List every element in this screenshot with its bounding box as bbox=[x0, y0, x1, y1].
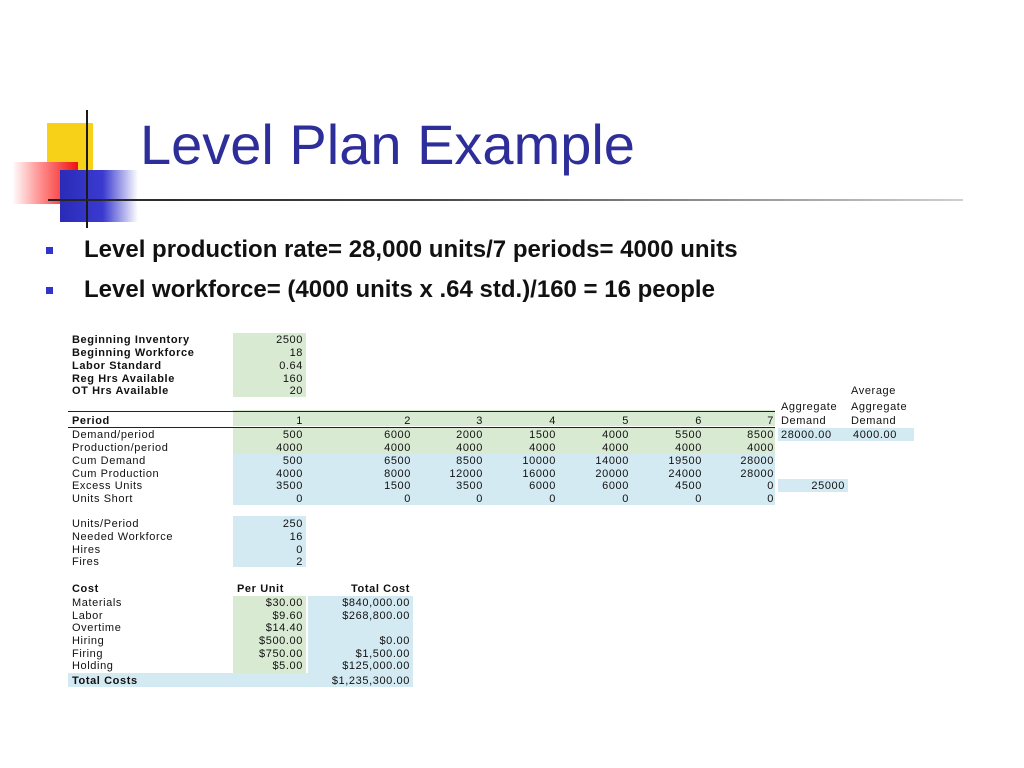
period-header-label: Period bbox=[72, 415, 110, 427]
param-label: OT Hrs Available bbox=[72, 385, 169, 397]
table-cell: 28000 bbox=[740, 468, 774, 480]
cost-label: Materials bbox=[72, 597, 123, 609]
row-label: Units Short bbox=[72, 493, 134, 505]
agg-header: Aggregate bbox=[781, 401, 838, 413]
period-number: 3 bbox=[476, 415, 483, 427]
table-cell: 4000 bbox=[675, 442, 702, 454]
table-cell: 4000 bbox=[529, 442, 556, 454]
table-cell: 4000 bbox=[747, 442, 774, 454]
period-number: 4 bbox=[549, 415, 556, 427]
param-label: Labor Standard bbox=[72, 360, 162, 372]
workforce-label: Units/Period bbox=[72, 518, 140, 530]
table-cell: 4000 bbox=[456, 442, 483, 454]
workforce-value: 250 bbox=[282, 518, 303, 530]
table-cell: 4000 bbox=[602, 442, 629, 454]
table-cell: 4500 bbox=[675, 480, 702, 492]
param-value: 20 bbox=[289, 385, 303, 397]
average-demand-value: 4000.00 bbox=[853, 429, 897, 441]
row-label: Cum Demand bbox=[72, 455, 146, 467]
table-cell: 6500 bbox=[384, 455, 411, 467]
avg-header: Demand bbox=[851, 415, 897, 427]
table-cell: 14000 bbox=[595, 455, 629, 467]
table-cell: 19500 bbox=[668, 455, 702, 467]
cost-header: Cost bbox=[72, 583, 99, 595]
period-number: 2 bbox=[404, 415, 411, 427]
total-costs-label: Total Costs bbox=[72, 675, 138, 687]
workforce-value: 2 bbox=[296, 556, 303, 568]
row-label: Excess Units bbox=[72, 480, 143, 492]
table-cell: 8000 bbox=[384, 468, 411, 480]
table-cell: 24000 bbox=[668, 468, 702, 480]
param-label: Beginning Workforce bbox=[72, 347, 195, 359]
table-cell: 4000 bbox=[602, 429, 629, 441]
table-cell: 12000 bbox=[449, 468, 483, 480]
cost-label: Overtime bbox=[72, 622, 122, 634]
table-cell: 6000 bbox=[602, 480, 629, 492]
table-cell: 1500 bbox=[384, 480, 411, 492]
avg-header: Aggregate bbox=[851, 401, 908, 413]
row-label: Production/period bbox=[72, 442, 169, 454]
workforce-value: 0 bbox=[296, 544, 303, 556]
table-cell: 6000 bbox=[529, 480, 556, 492]
table-cell: 0 bbox=[767, 480, 774, 492]
table-cell: 0 bbox=[296, 493, 303, 505]
row-label: Cum Production bbox=[72, 468, 160, 480]
period-number: 6 bbox=[695, 415, 702, 427]
bullet-text: Level workforce= (4000 units x .64 std.)/160 = 16 people bbox=[84, 276, 715, 303]
per-unit-value: $30.00 bbox=[265, 597, 303, 609]
period-number: 5 bbox=[622, 415, 629, 427]
table-cell: 0 bbox=[476, 493, 483, 505]
total-cost-value: $268,800.00 bbox=[342, 610, 410, 622]
table-cell: 500 bbox=[282, 455, 303, 467]
table-cell: 0 bbox=[404, 493, 411, 505]
per-unit-header: Per Unit bbox=[237, 583, 284, 595]
period-top-rule bbox=[68, 411, 775, 412]
workforce-label: Needed Workforce bbox=[72, 531, 174, 543]
table-cell: 16000 bbox=[522, 468, 556, 480]
aggregate-excess-value: 25000 bbox=[811, 480, 845, 492]
table-cell: 5500 bbox=[675, 429, 702, 441]
agg-header: Demand bbox=[781, 415, 827, 427]
table-cell: 0 bbox=[767, 493, 774, 505]
period-number: 7 bbox=[767, 415, 774, 427]
total-cost-value: $125,000.00 bbox=[342, 660, 410, 672]
cost-label: Holding bbox=[72, 660, 114, 672]
param-value: 160 bbox=[282, 373, 303, 385]
table-cell: 8500 bbox=[456, 455, 483, 467]
cost-label: Hiring bbox=[72, 635, 105, 647]
per-unit-value: $500.00 bbox=[259, 635, 303, 647]
table-cell: 6000 bbox=[384, 429, 411, 441]
param-label: Reg Hrs Available bbox=[72, 373, 175, 385]
slide-title: Level Plan Example bbox=[140, 113, 635, 176]
table-cell: 0 bbox=[695, 493, 702, 505]
table-cell: 3500 bbox=[456, 480, 483, 492]
table-cell: 10000 bbox=[522, 455, 556, 467]
total-cost-value: $0.00 bbox=[379, 635, 410, 647]
cost-label: Firing bbox=[72, 648, 104, 660]
per-unit-value: $5.00 bbox=[272, 660, 303, 672]
total-cost-header: Total Cost bbox=[351, 583, 410, 595]
table-cell: 8500 bbox=[747, 429, 774, 441]
table-cell: 0 bbox=[549, 493, 556, 505]
table-cell: 1500 bbox=[529, 429, 556, 441]
table-cell: 2000 bbox=[456, 429, 483, 441]
per-unit-value: $9.60 bbox=[272, 610, 303, 622]
table-cell: 20000 bbox=[595, 468, 629, 480]
row-label: Demand/period bbox=[72, 429, 156, 441]
table-cell: 4000 bbox=[276, 468, 303, 480]
total-cost-value: $840,000.00 bbox=[342, 597, 410, 609]
aggregate-demand-value: 28000.00 bbox=[781, 429, 832, 441]
total-costs-value: $1,235,300.00 bbox=[331, 675, 410, 687]
workforce-label: Hires bbox=[72, 544, 101, 556]
cost-label: Labor bbox=[72, 610, 104, 622]
table-cell: 4000 bbox=[276, 442, 303, 454]
param-value: 2500 bbox=[276, 334, 303, 346]
total-cost-value: $1,500.00 bbox=[355, 648, 410, 660]
per-unit-value: $750.00 bbox=[259, 648, 303, 660]
param-value: 0.64 bbox=[279, 360, 303, 372]
workforce-label: Fires bbox=[72, 556, 100, 568]
workforce-value: 16 bbox=[289, 531, 303, 543]
table-cell: 0 bbox=[622, 493, 629, 505]
bullet-text: Level production rate= 28,000 units/7 periods= 4000 units bbox=[84, 236, 738, 263]
param-value: 18 bbox=[289, 347, 303, 359]
table-cell: 3500 bbox=[276, 480, 303, 492]
table-cell: 500 bbox=[282, 429, 303, 441]
period-number: 1 bbox=[296, 415, 303, 427]
table-cell: 28000 bbox=[740, 455, 774, 467]
table-cell: 4000 bbox=[384, 442, 411, 454]
per-unit-value: $14.40 bbox=[265, 622, 303, 634]
avg-header: Average bbox=[851, 385, 896, 397]
param-label: Beginning Inventory bbox=[72, 334, 190, 346]
